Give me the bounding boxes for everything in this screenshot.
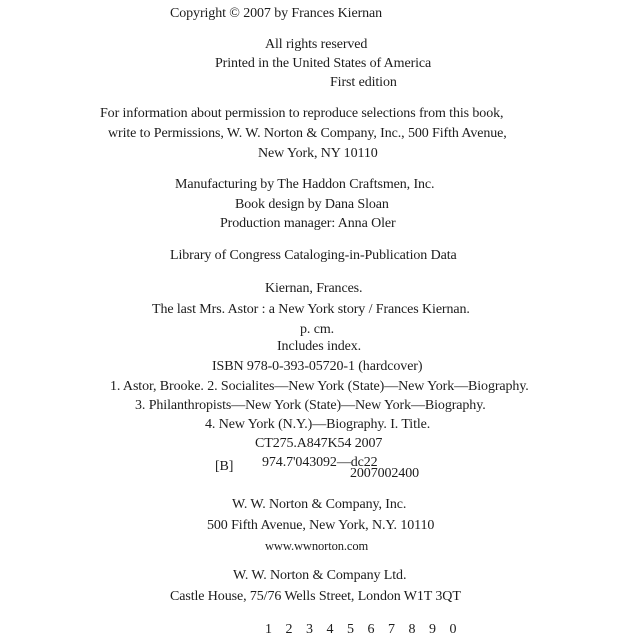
cip-classification: CT275.A847K54 2007 xyxy=(255,436,383,451)
cip-subject-line: 3. Philanthropists—New York (State)—New York—Biography. xyxy=(135,398,486,413)
publisher-uk-address: Castle House, 75/76 Wells Street, London W1T 3QT xyxy=(170,589,461,604)
cip-line: The last Mrs. Astor : a New York story / Frances Kiernan. xyxy=(152,302,470,317)
permissions-line: write to Permissions, W. W. Norton & Company, Inc., 500 Fifth Avenue, xyxy=(108,126,507,141)
publisher-website: www.wwnorton.com xyxy=(265,539,369,553)
cip-heading: Library of Congress Cataloging-in-Publication Data xyxy=(170,248,457,263)
permissions-line: For information about permission to reproduce selections from this book, xyxy=(100,106,504,121)
printed-line: Printed in the United States of America xyxy=(215,56,432,71)
book-design-line: Book design by Dana Sloan xyxy=(235,197,389,212)
cip-line: Includes index. xyxy=(277,339,362,354)
cip-line: p. cm. xyxy=(300,322,335,337)
cip-isbn: ISBN 978-0-393-05720-1 (hardcover) xyxy=(212,359,423,374)
publisher-us-address: 500 Fifth Avenue, New York, N.Y. 10110 xyxy=(207,518,435,533)
manufacturing-line: Manufacturing by The Haddon Craftsmen, Inc. xyxy=(175,177,435,192)
production-manager-line: Production manager: Anna Oler xyxy=(220,216,396,231)
cip-subject-line: 1. Astor, Brooke. 2. Socialites—New York (State)—New York—Biography. xyxy=(110,379,529,394)
cip-number: 2007002400 xyxy=(350,466,420,481)
edition-line: First edition xyxy=(330,75,397,90)
permissions-line: New York, NY 10110 xyxy=(258,146,378,161)
cip-dewey: 974.7'043092—dc22 xyxy=(262,455,378,470)
cip-subject-line: 4. New York (N.Y.)—Biography. I. Title. xyxy=(205,417,431,432)
rights-line: All rights reserved xyxy=(265,37,368,52)
cip-line: Kiernan, Frances. xyxy=(265,281,363,296)
printing-line: 1 2 3 4 5 6 7 8 9 0 xyxy=(265,622,462,637)
cip-code: [B] xyxy=(215,459,234,474)
publisher-us-name: W. W. Norton & Company, Inc. xyxy=(232,497,407,512)
copyright-line: Copyright © 2007 by Frances Kiernan xyxy=(170,6,383,21)
publisher-uk-name: W. W. Norton & Company Ltd. xyxy=(233,568,407,583)
